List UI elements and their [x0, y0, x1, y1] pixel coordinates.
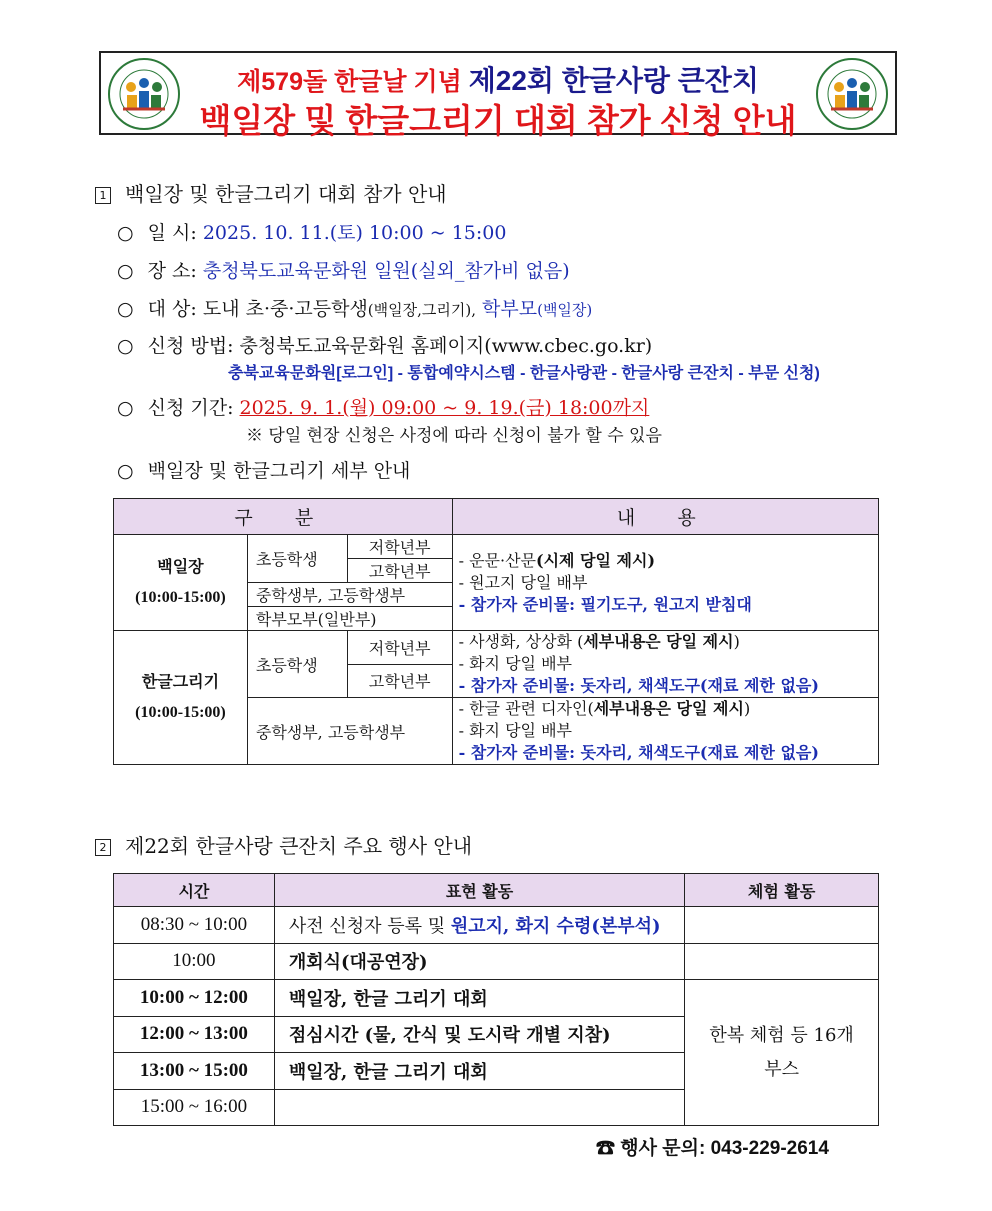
place-row	[117, 256, 570, 283]
row-activity: 백일장, 한글 그리기 대회	[274, 980, 684, 1017]
target-students: 도내 초·중·고등학생	[202, 298, 368, 320]
row-time: 10:00 ~ 12:00	[114, 980, 275, 1017]
circle-bullet-icon: ○	[117, 397, 134, 419]
table-header-row	[114, 874, 879, 907]
row-time: 13:00 ~ 15:00	[114, 1053, 275, 1090]
contest-detail-table	[113, 498, 879, 765]
row-experience	[685, 907, 879, 944]
draw-middle-high: 중학생부, 고등학생부	[247, 698, 452, 765]
circle-bullet-icon: ○	[117, 260, 134, 282]
list-item: - 사생화, 상상화 (세부내용은 당일 제시)	[458, 632, 740, 651]
row-time: 12:00 ~ 13:00	[114, 1016, 275, 1053]
list-item: - 한글 관련 디자인(세부내용은 당일 제시)	[458, 699, 751, 718]
row-activity	[274, 1089, 684, 1126]
experience-line1: 한복 체험 등 16개	[709, 1024, 854, 1046]
place-label: 장 소:	[147, 260, 197, 282]
title-event: 제22회 한글사랑 큰잔치	[468, 65, 759, 96]
place-value: 충청북도교육문화원 일원(실외_참가비 없음)	[202, 260, 570, 282]
baekiljang-name: 백일장	[157, 558, 204, 576]
section2-number: 2	[95, 839, 111, 856]
page-title: 백일장 및 한글그리기 대회 참가 신청 안내	[199, 102, 797, 139]
title-line1	[101, 59, 895, 99]
target-parents-note: (백일장)	[537, 301, 593, 319]
baek-elem: 초등학생	[247, 535, 347, 583]
row-time: 10:00	[114, 943, 275, 980]
section2-title: 제22회 한글사랑 큰잔치 주요 행사 안내	[125, 834, 473, 858]
row-activity: 점심시간 (물, 간식 및 도시락 개별 지참)	[274, 1016, 684, 1053]
detail-row	[117, 456, 410, 483]
draw-mid-content	[452, 698, 878, 765]
circle-bullet-icon: ○	[117, 222, 134, 244]
list-item: - 화지 당일 배부	[458, 721, 572, 740]
drawing-cell	[114, 631, 248, 765]
header-category: 구 분	[114, 499, 453, 535]
date-label: 일 시:	[147, 222, 197, 244]
table-header-row	[114, 499, 879, 535]
draw-low: 저학년부	[347, 631, 452, 665]
row-activity: 백일장, 한글 그리기 대회	[274, 1053, 684, 1090]
section1-number: 1	[95, 187, 111, 204]
row-time: 08:30 ~ 10:00	[114, 907, 275, 944]
list-item: - 참가자 준비물: 돗자리, 채색도구(재료 제한 없음)	[458, 676, 819, 695]
header-expression: 표현 활동	[274, 874, 684, 907]
method-value: 충청북도교육문화원 홈페이지(www.cbec.go.kr)	[239, 335, 653, 357]
draw-elem-content	[452, 631, 878, 698]
baek-parent: 학부모부(일반부)	[247, 607, 452, 631]
list-item: - 원고지 당일 배부	[458, 572, 588, 592]
row-experience	[685, 943, 879, 980]
row-time: 15:00 ~ 16:00	[114, 1089, 275, 1126]
table-row	[114, 943, 879, 980]
experience-booths	[685, 980, 879, 1126]
contact-info	[596, 1133, 829, 1160]
list-item: - 참가자 준비물: 필기도구, 원고지 받침대	[458, 594, 752, 614]
baek-middle-high: 중학생부, 고등학생부	[247, 583, 452, 607]
list-item: - 화지 당일 배부	[458, 654, 572, 673]
baekiljang-cell	[114, 535, 248, 631]
header-time: 시간	[114, 874, 275, 907]
date-row	[117, 218, 506, 245]
title-anniversary: 제579돌 한글날 기념	[237, 68, 462, 96]
period-value: 2025. 9. 1.(월) 09:00 ~ 9. 19.(금) 18:00까지	[239, 397, 650, 419]
table-row	[114, 535, 879, 559]
target-parents: 학부모	[482, 298, 538, 320]
draw-high: 고학년부	[347, 664, 452, 698]
baek-low: 저학년부	[347, 535, 452, 559]
header-content: 내 용	[452, 499, 878, 535]
table-row	[114, 631, 879, 665]
circle-bullet-icon: ○	[117, 335, 134, 357]
schedule-table	[113, 873, 879, 1126]
drawing-time: (10:00-15:00)	[135, 703, 226, 721]
drawing-name: 한글그리기	[141, 673, 220, 691]
baekiljang-time: (10:00-15:00)	[135, 588, 226, 606]
period-row	[117, 393, 649, 420]
row-activity: 사전 신청자 등록 및 원고지, 화지 수령(본부석)	[274, 907, 684, 944]
draw-elem: 초등학생	[247, 631, 347, 698]
title-box	[99, 51, 897, 139]
target-label: 대 상:	[147, 298, 197, 320]
list-item: - 운문·산문(시제 당일 제시)	[458, 550, 656, 570]
experience-line2: 부스	[764, 1058, 800, 1080]
target-students-note: (백일장,그리기),	[367, 301, 476, 319]
row-activity: 개회식(대공연장)	[274, 943, 684, 980]
baek-high: 고학년부	[347, 559, 452, 583]
section2-heading	[95, 830, 472, 859]
table-row	[114, 980, 879, 1017]
method-label: 신청 방법:	[147, 335, 234, 357]
table-row	[114, 907, 879, 944]
method-path: 충북교육문화원[로그인] - 통합예약시스템 - 한글사랑관 - 한글사랑 큰잔치 - 부문 신청)	[228, 365, 820, 382]
detail-title: 백일장 및 한글그리기 세부 안내	[147, 460, 411, 482]
section1-heading	[95, 178, 447, 207]
period-label: 신청 기간:	[147, 397, 234, 419]
contact-text: 행사 문의: 043-229-2614	[620, 1138, 829, 1159]
logo-emblem-icon	[815, 57, 889, 131]
list-item: - 참가자 준비물: 돗자리, 채색도구(재료 제한 없음)	[458, 743, 819, 762]
period-note: ※ 당일 현장 신청은 사정에 따라 신청이 불가 할 수 있음	[246, 426, 662, 446]
phone-icon: ☎	[596, 1138, 616, 1159]
baek-content	[452, 535, 878, 631]
target-row	[117, 294, 592, 321]
circle-bullet-icon: ○	[117, 460, 134, 482]
date-value: 2025. 10. 11.(토) 10:00 ~ 15:00	[202, 222, 507, 244]
header-experience: 체험 활동	[685, 874, 879, 907]
method-row	[117, 331, 652, 358]
section1-title: 백일장 및 한글그리기 대회 참가 안내	[125, 182, 447, 206]
circle-bullet-icon: ○	[117, 298, 134, 320]
